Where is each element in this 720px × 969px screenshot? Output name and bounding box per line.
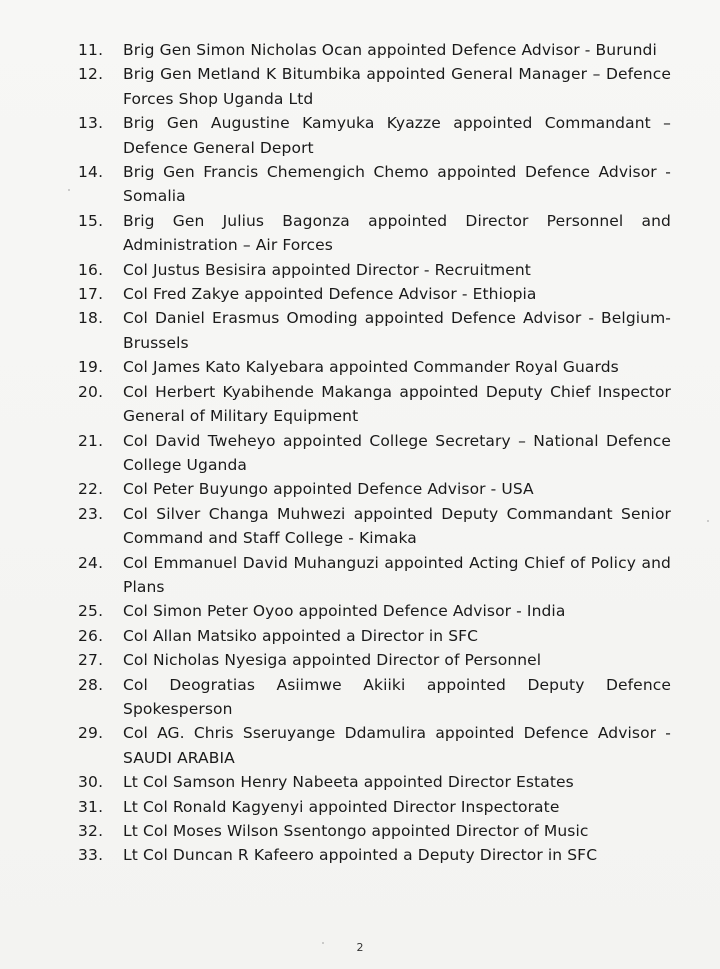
list-item [0,721,720,770]
list-item [0,599,720,623]
item-text: Col Allan Matsiko appointed a Director in SFC [123,626,479,645]
list-item [0,648,720,672]
item-number: 26. [78,626,104,645]
list-item [0,624,720,648]
item-number: 17. [78,285,104,304]
item-text: Lt Col Samson Henry Nabeeta appointed Director Estates [123,773,574,792]
item-text: Col David Tweheyo appointed College Secretary – National Defence College Uganda [123,431,671,474]
item-number: 23. [78,504,104,523]
item-number: 33. [78,846,104,865]
scan-speck [707,520,709,522]
scan-speck [68,189,70,191]
list-item [0,551,720,600]
item-number: 31. [78,797,104,816]
item-number: 15. [78,211,104,230]
item-text: Lt Col Ronald Kagyenyi appointed Director Inspectorate [123,797,560,816]
item-text: Col Fred Zakye appointed Defence Advisor - Ethiopia [123,285,537,304]
item-text: Col Daniel Erasmus Omoding appointed Defence Advisor - Belgium-Brussels [123,309,671,352]
list-item [0,111,720,160]
item-number: 11. [78,41,104,59]
list-item [0,429,720,478]
item-number: 22. [78,480,104,499]
item-number: 27. [78,651,104,670]
item-text: Brig Gen Julius Bagonza appointed Director Personnel and Administration – Air Forces [123,211,671,255]
appointments-list [0,38,720,868]
list-item [0,258,720,282]
item-text: Col AG. Chris Sseruyange Ddamulira appointed Defence Advisor - SAUDI ARABIA [123,724,671,767]
item-number: 30. [78,773,104,792]
item-number: 21. [78,431,104,450]
item-number: 25. [78,602,104,621]
item-number: 32. [78,822,104,840]
item-text: Col Silver Changa Muhwezi appointed Deputy Commandant Senior Command and Staff College - Kimaka [123,504,671,548]
list-item [0,673,720,722]
list-item [0,502,720,551]
scan-speck [322,942,324,944]
item-text: Col Emmanuel David Muhanguzi appointed Acting Chief of Policy and Plans [123,553,671,596]
item-number: 20. [78,382,104,401]
list-item [0,38,720,62]
item-number: 16. [78,260,104,279]
item-text: Col Peter Buyungo appointed Defence Advisor - USA [123,480,534,499]
item-text: Col Nicholas Nyesiga appointed Director of Personnel [123,651,542,670]
item-number: 13. [78,114,104,133]
list-item [0,770,720,794]
item-text: Col Simon Peter Oyoo appointed Defence Advisor - India [123,602,566,621]
list-item [0,306,720,355]
list-item [0,160,720,209]
list-item [0,795,720,819]
item-text: Brig Gen Francis Chemengich Chemo appointed Defence Advisor - Somalia [123,163,671,206]
item-text: Brig Gen Simon Nicholas Ocan appointed Defence Advisor - Burundi [123,41,657,59]
item-text: Lt Col Moses Wilson Ssentongo appointed Director of Music [123,822,589,840]
list-item [0,209,720,258]
page-number: 2 [356,941,364,954]
list-item [0,62,720,111]
list-item [0,843,720,867]
item-text: Col James Kato Kalyebara appointed Commander Royal Guards [123,358,619,377]
item-number: 14. [78,163,104,182]
list-item [0,477,720,501]
item-text: Brig Gen Metland K Bitumbika appointed General Manager – Defence Forces Shop Uganda Ltd [123,65,671,108]
item-number: 28. [78,675,104,694]
item-text: Col Justus Besisira appointed Director - Recruitment [123,260,531,279]
item-text: Col Deogratias Asiimwe Akiiki appointed Deputy Defence Spokesperson [123,675,671,718]
item-number: 19. [78,358,104,377]
item-number: 12. [78,65,104,84]
list-item [0,282,720,306]
list-item [0,819,720,843]
list-item [0,380,720,429]
item-number: 18. [78,309,104,328]
item-number: 29. [78,724,104,743]
item-text: Lt Col Duncan R Kafeero appointed a Deputy Director in SFC [123,846,598,865]
item-number: 24. [78,553,104,572]
item-text: Col Herbert Kyabihende Makanga appointed Deputy Chief Inspector General of Military Equipment [123,382,671,426]
item-text: Brig Gen Augustine Kamyuka Kyazze appointed Commandant – Defence General Deport [123,114,671,157]
list-item [0,355,720,379]
